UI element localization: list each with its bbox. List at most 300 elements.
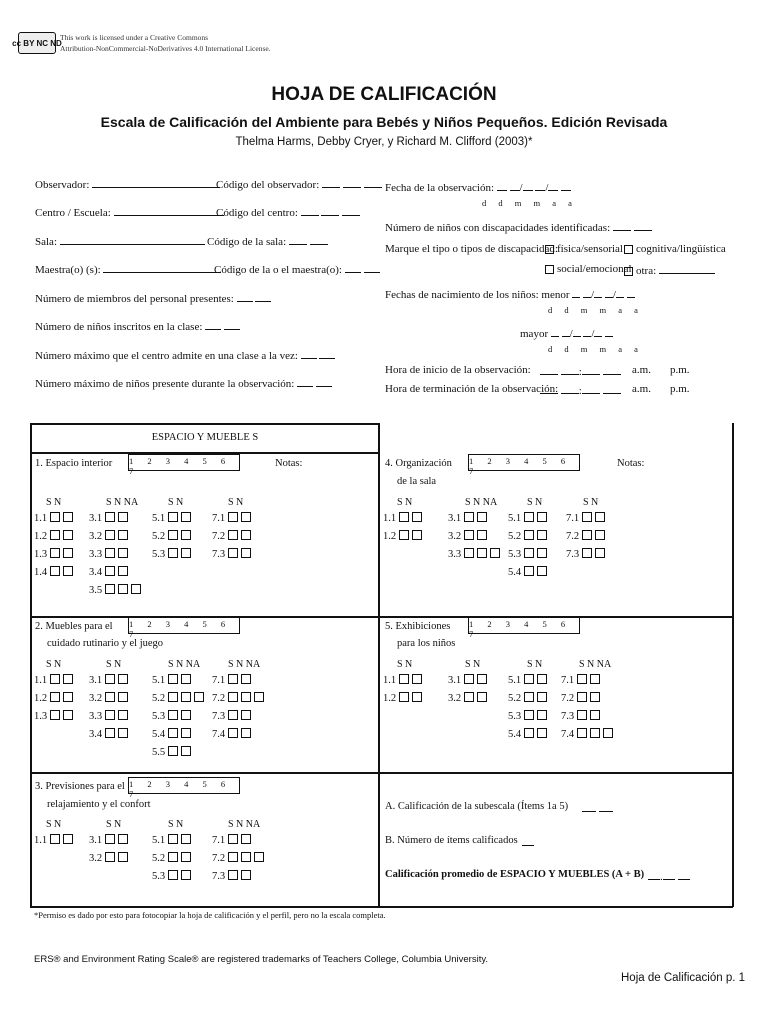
indicator-row [561,726,613,744]
indicator-number: 1.1 [34,835,48,846]
checkbox[interactable] [537,548,547,558]
checkbox[interactable] [577,728,587,738]
indicator-number: 3.3 [89,549,103,560]
checkbox[interactable] [105,710,115,720]
checkbox[interactable] [181,548,191,558]
grid-row-divider-2 [30,772,733,774]
indicator-number: 3.1 [448,675,462,686]
indicator-row [566,528,605,546]
indicator-row [152,850,191,868]
observation-date-field[interactable]: Fecha de la observación: / / [385,180,571,194]
indicator-row [34,672,73,690]
checkbox[interactable] [241,728,251,738]
checkbox[interactable] [464,512,474,522]
checkbox[interactable] [477,530,487,540]
indicator-number: 3.1 [89,835,103,846]
indicator-number: 5.1 [508,675,522,686]
indicator-number: 7.3 [566,549,580,560]
checkbox[interactable] [181,834,191,844]
checkbox[interactable] [524,530,534,540]
checkbox[interactable] [63,566,73,576]
indicator-number: 1.1 [34,513,48,524]
indicator-number: 5.4 [152,729,166,740]
start-time-label: Hora de inicio de la observación: [385,364,531,376]
checkbox[interactable] [118,728,128,738]
indicator-number: 3.2 [448,531,462,542]
indicator-number: 7.2 [212,853,226,864]
checkbox[interactable] [412,530,422,540]
indicator-number: 7.4 [561,729,575,740]
end-am[interactable]: a.m. [632,383,651,395]
checkbox[interactable] [595,548,605,558]
checkbox[interactable] [168,512,178,522]
checkbox[interactable] [181,728,191,738]
indicator-row [152,690,204,708]
indicator-number: 3.1 [89,675,103,686]
checkbox[interactable] [63,530,73,540]
checkbox[interactable] [524,710,534,720]
end-pm[interactable]: p.m. [670,383,690,395]
summary-a-label: A. Calificación de la subescala (Ítems 1a 5) [385,801,569,812]
indicator-row [508,564,547,582]
checkbox[interactable] [181,530,191,540]
checkbox[interactable] [412,692,422,702]
checkbox[interactable] [241,852,251,862]
indicator-row [212,546,251,564]
checkbox[interactable] [118,852,128,862]
checkbox[interactable] [241,548,251,558]
checkbox[interactable] [63,674,73,684]
checkbox[interactable] [63,692,73,702]
checkbox[interactable] [118,548,128,558]
disabilities-count-field[interactable]: Número de niños con discapacidades identificadas: [385,220,652,234]
checkbox[interactable] [181,746,191,756]
checkbox[interactable] [50,548,60,558]
checkbox[interactable] [464,674,474,684]
checkbox[interactable] [168,548,178,558]
checkbox[interactable] [412,512,422,522]
indicator-number: 5.2 [152,693,166,704]
indicator-number: 3.4 [89,567,103,578]
indicator-number: 3.5 [89,585,103,596]
indicator-number: 7.4 [212,729,226,740]
checkbox[interactable] [241,710,251,720]
item-4-scale[interactable]: 1 2 3 4 5 6 7 [468,454,580,471]
checkbox[interactable] [477,674,487,684]
sn-header: S N [465,659,481,670]
checkbox[interactable] [50,834,60,844]
indicator-row [383,528,422,546]
observer-field[interactable]: Observador: [35,177,220,191]
staff-count-field[interactable]: Número de miembros del personal presentes: [35,291,271,305]
checkbox[interactable] [524,512,534,522]
summary-a-field[interactable] [582,801,613,815]
checkbox[interactable] [577,674,587,684]
checkbox[interactable] [118,530,128,540]
indicator-row [152,528,191,546]
indicator-row [152,832,191,850]
checkbox[interactable] [241,870,251,880]
checkbox[interactable] [603,728,613,738]
checkbox[interactable] [118,674,128,684]
indicator-row [561,690,613,708]
indicator-row [89,832,128,850]
checkbox[interactable] [537,692,547,702]
indicator-number: 3.2 [89,693,103,704]
indicator-number: 7.2 [212,531,226,542]
start-pm[interactable]: p.m. [670,364,690,376]
checkbox[interactable] [168,728,178,738]
indicator-number: 5.2 [152,853,166,864]
max-present-field[interactable]: Número máximo de niños presente durante la observación: [35,376,332,390]
indicator-row [383,510,422,528]
checkbox[interactable] [537,530,547,540]
checkbox[interactable] [105,728,115,738]
center-field[interactable]: Centro / Escuela: [35,205,224,219]
indicator-row [508,672,547,690]
indicator-row [34,832,73,850]
checkbox[interactable] [105,512,115,522]
checkbox[interactable] [168,530,178,540]
checkbox[interactable] [399,512,409,522]
item-2-title: 2. Muebles para el [35,621,113,632]
indicator-row [212,850,264,868]
checkbox[interactable] [582,548,592,558]
checkbox[interactable] [105,674,115,684]
birth-oldest-field[interactable]: mayor / / [520,326,613,340]
indicator-number: 3.2 [448,693,462,704]
checkbox[interactable] [241,512,251,522]
indicator-number: 1.1 [383,513,397,524]
checkbox[interactable] [595,530,605,540]
indicator-number: 1.2 [383,693,397,704]
checkbox[interactable] [582,530,592,540]
checkbox[interactable] [524,548,534,558]
checkbox[interactable] [50,566,60,576]
grid-bottom-border [30,906,733,908]
checkbox[interactable] [131,584,141,594]
indicator-number: 7.3 [212,711,226,722]
checkbox[interactable] [50,674,60,684]
checkbox[interactable] [118,692,128,702]
checkbox[interactable] [118,584,128,594]
teacher-field[interactable]: Maestra(o) (s): [35,262,221,276]
indicator-number: 1.2 [34,531,48,542]
checkbox[interactable] [412,674,422,684]
checkbox-social[interactable]: social/emocional [545,263,632,275]
checkbox[interactable] [228,512,238,522]
authors: Thelma Harms, Debby Cryer, y Richard M. Clifford (2003)* [235,136,533,148]
checkbox[interactable] [590,674,600,684]
summary-b-label: B. Número de ítems calificados [385,835,518,846]
checkbox[interactable] [228,834,238,844]
indicator-row [152,726,204,744]
indicator-number: 5.1 [508,513,522,524]
checkbox[interactable] [477,512,487,522]
indicator-row [152,868,191,886]
end-time-label: Hora de terminación de la observación: [385,383,559,395]
indicator-row [566,546,605,564]
checkbox[interactable] [181,852,191,862]
sn-header: S N [106,819,122,830]
indicator-row [383,690,422,708]
summary-b-field[interactable] [522,835,534,849]
checkbox[interactable] [168,852,178,862]
checkbox[interactable] [105,530,115,540]
checkbox[interactable] [105,584,115,594]
sn-header: S N [228,497,244,508]
checkbox[interactable] [105,692,115,702]
checkbox[interactable] [63,512,73,522]
item-2-scale[interactable]: 1 2 3 4 5 6 7 [128,617,240,634]
checkbox[interactable] [118,566,128,576]
checkbox[interactable] [50,512,60,522]
checkbox[interactable] [118,512,128,522]
checkbox[interactable] [241,530,251,540]
indicator-number: 5.3 [508,711,522,722]
indicator-row [152,672,204,690]
indicator-row [152,510,191,528]
item-3-scale[interactable]: 1 2 3 4 5 6 7 [128,777,240,794]
trademark-note: ERS® and Environment Rating Scale® are registered trademarks of Teachers College, Columbia University. [34,954,489,965]
indicator-number: 7.2 [212,693,226,704]
indicator-row [89,528,141,546]
checkbox[interactable] [524,728,534,738]
indicator-row [508,690,547,708]
indicator-number: 5.3 [152,871,166,882]
checkbox[interactable] [228,548,238,558]
indicator-row [89,726,128,744]
sn-header: S N [397,659,413,670]
checkbox[interactable] [228,530,238,540]
checkbox[interactable] [50,692,60,702]
checkbox[interactable] [228,692,238,702]
sn-header: S N NA [228,819,261,830]
indicator-number: 1.2 [34,693,48,704]
summary-c-field[interactable]: . [648,869,690,883]
indicator-row [212,690,264,708]
indicator-number: 3.2 [89,853,103,864]
page-title: HOJA DE CALIFICACIÓN [271,84,497,105]
indicator-row [448,546,500,564]
checkbox[interactable] [181,692,191,702]
checkbox[interactable] [241,834,251,844]
checkbox[interactable] [254,692,264,702]
item-5-title: 5. Exhibiciones [385,621,451,632]
indicator-number: 5.1 [152,513,166,524]
checkbox-cognitiva[interactable]: cognitiva/lingüística [624,243,726,255]
sn-header: S N [527,497,543,508]
room-field[interactable]: Sala: [35,234,205,248]
checkbox[interactable] [63,710,73,720]
indicator-number: 7.3 [561,711,575,722]
disability-type-label: Marque el tipo o tipos de discapacidad: [385,243,558,255]
checkbox[interactable] [537,512,547,522]
indicator-number: 3.2 [89,531,103,542]
checkbox[interactable] [168,870,178,880]
checkbox-fisica[interactable]: física/sensorial [545,243,623,255]
indicator-number: 5.5 [152,747,166,758]
item-4-notes: Notas: [617,458,645,469]
checkbox[interactable] [168,710,178,720]
enrolled-count-field[interactable]: Número de niños inscritos en la clase: [35,319,240,333]
checkbox[interactable] [168,692,178,702]
indicator-row [89,672,128,690]
date-format-hint: d d m m a a [548,344,643,354]
checkbox[interactable] [464,692,474,702]
checkbox[interactable] [50,710,60,720]
checkbox[interactable] [168,746,178,756]
checkbox[interactable] [577,692,587,702]
end-time-field[interactable]: : [540,383,621,397]
checkbox[interactable] [228,870,238,880]
checkbox[interactable] [63,834,73,844]
indicator-row [34,546,73,564]
indicator-row [508,708,547,726]
checkbox[interactable] [254,852,264,862]
item-5-scale[interactable]: 1 2 3 4 5 6 7 [468,617,580,634]
indicator-number: 5.2 [508,531,522,542]
checkbox[interactable] [537,728,547,738]
page-number: Hoja de Calificación p. 1 [621,972,746,984]
checkbox[interactable] [399,692,409,702]
observer-code-field[interactable]: Código del observador: [216,177,382,191]
indicator-row [448,690,487,708]
checkbox[interactable] [524,566,534,576]
indicator-number: 3.1 [89,513,103,524]
indicator-number: 5.1 [152,835,166,846]
indicator-row [212,708,264,726]
indicator-number: 7.3 [212,549,226,560]
indicator-number: 1.1 [383,675,397,686]
grid-left-border [30,423,32,907]
indicator-row [89,850,128,868]
indicator-row [383,672,422,690]
checkbox[interactable] [181,870,191,880]
indicator-number: 7.1 [566,513,580,524]
indicator-row [448,510,500,528]
checkbox[interactable] [524,692,534,702]
checkbox[interactable] [228,852,238,862]
checkbox[interactable] [228,728,238,738]
checkbox-otra[interactable]: otra: [624,263,715,277]
item-5-subtitle: para los niños [397,638,456,649]
sn-header: S N NA [228,659,261,670]
birth-youngest-field[interactable]: Fechas de nacimiento de los niños: menor / / [385,287,635,301]
checkbox[interactable] [490,548,500,558]
checkbox[interactable] [241,692,251,702]
checkbox[interactable] [181,674,191,684]
indicator-row [561,708,613,726]
indicator-row [212,726,264,744]
checkbox[interactable] [105,852,115,862]
checkbox[interactable] [168,834,178,844]
item-4-title: 4. Organización [385,458,452,469]
checkbox[interactable] [595,512,605,522]
checkbox[interactable] [577,710,587,720]
checkbox[interactable] [50,530,60,540]
indicator-number: 5.4 [508,729,522,740]
indicator-row [212,528,251,546]
checkbox[interactable] [228,674,238,684]
center-code-field[interactable]: Código del centro: [216,205,360,219]
indicator-row [34,708,73,726]
indicator-row [566,510,605,528]
checkbox[interactable] [105,566,115,576]
indicator-number: 5.2 [152,531,166,542]
checkbox[interactable] [105,834,115,844]
sn-header: S N [46,497,62,508]
item-4-subtitle: de la sala [397,476,437,487]
checkbox[interactable] [582,512,592,522]
checkbox[interactable] [241,674,251,684]
checkbox[interactable] [590,692,600,702]
indicator-number: 7.2 [561,693,575,704]
checkbox[interactable] [194,692,204,702]
indicator-row [152,744,204,762]
item-3-title: 3. Previsiones para el [35,781,125,792]
checkbox[interactable] [537,674,547,684]
checkbox[interactable] [399,674,409,684]
checkbox[interactable] [477,692,487,702]
checkbox[interactable] [105,548,115,558]
start-time-field[interactable]: : [540,364,621,378]
indicator-number: 3.1 [448,513,462,524]
checkbox[interactable] [537,566,547,576]
indicator-row [89,510,141,528]
date-format-hint: d d m m a a [482,198,577,208]
checkbox[interactable] [181,710,191,720]
date-format-hint: d d m m a a [548,305,643,315]
checkbox[interactable] [590,710,600,720]
checkbox[interactable] [399,530,409,540]
start-am[interactable]: a.m. [632,364,651,376]
checkbox[interactable] [464,548,474,558]
sn-header: S N [46,659,62,670]
permission-note: *Permiso es dado por esto para fotocopiar la hoja de calificación y el perfil, pero no la escala completa. [34,910,386,920]
indicator-row [212,672,264,690]
indicator-row [561,672,613,690]
sn-header: S N [397,497,413,508]
checkbox[interactable] [168,674,178,684]
indicator-row [34,510,73,528]
checkbox[interactable] [477,548,487,558]
indicator-row [89,564,141,582]
sn-header: S N NA [579,659,612,670]
teacher-code-field[interactable]: Código de la o el maestra(o): [214,262,380,276]
checkbox[interactable] [590,728,600,738]
checkbox[interactable] [118,834,128,844]
indicator-row [89,546,141,564]
sn-header: S N [106,659,122,670]
checkbox[interactable] [63,548,73,558]
indicator-number: 7.1 [561,675,575,686]
max-allowed-field[interactable]: Número máximo que el centro admite en una clase a la vez: [35,348,335,362]
checkbox[interactable] [537,710,547,720]
item-3-subtitle: relajamiento y el confort [47,799,151,810]
checkbox[interactable] [464,530,474,540]
indicator-number: 3.4 [89,729,103,740]
item-1-scale[interactable]: 1 2 3 4 5 6 7 [128,454,240,471]
license-line-1: This work is licensed under a Creative Commons [60,33,209,42]
checkbox[interactable] [524,674,534,684]
indicator-number: 5.1 [152,675,166,686]
grid-right-border [732,423,734,907]
checkbox[interactable] [228,710,238,720]
checkbox[interactable] [181,512,191,522]
checkbox[interactable] [118,710,128,720]
room-code-field[interactable]: Código de la sala: [207,234,328,248]
